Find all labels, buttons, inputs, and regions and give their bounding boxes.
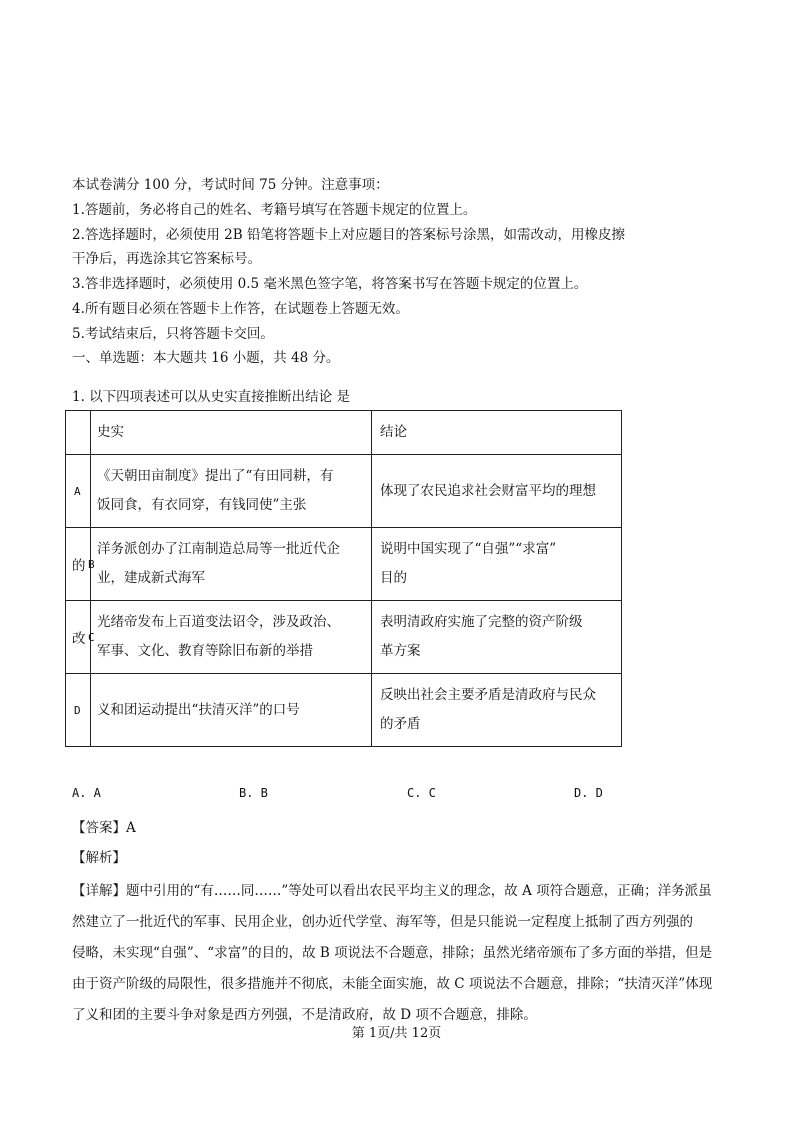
conclusion-cell: [372, 528, 622, 601]
instruction-line: 5.考试结束后，只将答题卡交回。: [72, 326, 274, 342]
header-conclusion: 结论: [372, 411, 622, 455]
analysis-label: 【解析】: [72, 850, 126, 866]
conclusion-line: 的矛盾: [380, 716, 421, 732]
fact-line: 洋务派创办了江南制造总局等一批近代企: [97, 541, 340, 557]
table-header-row: [66, 411, 622, 455]
row-label: D: [74, 704, 81, 717]
option-d[interactable]: D. D: [574, 786, 603, 800]
conclusion-cell: [372, 601, 622, 674]
fact-line: 饭同食，有衣同穿，有钱同使”主张: [97, 497, 307, 513]
detail-line: 侵略，未实现“自强”、“求富”的目的，故 B 项说法不合题意，排除；虽然光绪帝颁布了多方面的举措，但是: [72, 945, 713, 961]
fact-line: 业，建成新式海军: [97, 570, 205, 586]
conclusion-cell: [372, 674, 622, 747]
answer-options: [72, 786, 672, 804]
detail-line: 由于资产阶级的局限性，很多措施并不彻底，未能全面实施，故 C 项说法不合题意，排除；“扶清灭洋”体现: [72, 976, 713, 992]
row-label-cell: [66, 674, 91, 747]
row-label-cell: [66, 601, 95, 674]
instruction-line: 3.答非选择题时，必须使用 0.5 毫米黑色签字笔，将答案书写在答题卡规定的位置上。: [72, 276, 588, 292]
fact-line: 义和团运动提出“扶清灭洋”的口号: [97, 701, 300, 718]
detail-line: 【详解】题中引用的“有……同……”等处可以看出农民平均主义的理念，故 A 项符合题意，正确；洋务派虽: [72, 883, 712, 899]
row-label-cell: [66, 455, 91, 528]
conclusion-cell: [372, 455, 622, 528]
option-a[interactable]: A. A: [72, 786, 101, 800]
row-label: B: [88, 558, 95, 571]
instruction-line: 干净后，再选涂其它答案标号。: [72, 251, 261, 267]
option-b[interactable]: B. B: [239, 786, 268, 800]
instruction-line: 4.所有题目必须在答题卡上作答，在试题卷上答题无效。: [72, 301, 409, 317]
row-prefix: 的: [72, 558, 86, 574]
question-table: [65, 410, 622, 747]
detail-explanation: [72, 876, 762, 1031]
table-row: [66, 528, 622, 601]
instruction-line: 1.答题前，务必将自己的姓名、考籍号填写在答题卡规定的位置上。: [72, 202, 477, 218]
fact-line: 军事、文化、教育等除旧布新的举措: [97, 643, 313, 659]
fact-cell: [91, 528, 372, 601]
detail-line: 然建立了一批近代的军事、民用企业，创办近代学堂、海军等，但是只能说一定程度上抵制了西方列强的: [72, 914, 693, 930]
row-label-cell: [66, 528, 95, 601]
fact-cell: [91, 455, 372, 528]
table-row: [66, 601, 622, 674]
fact-cell: [91, 601, 372, 674]
detail-line: 了义和团的主要斗争对象是西方列强，不是清政府，故 D 项不合题意，排除。: [72, 1007, 537, 1023]
conclusion-line: 反映出社会主要矛盾是清政府与民众: [380, 687, 596, 703]
row-label: C: [88, 631, 95, 644]
question-title: 1. 以下四项表述可以从史实直接推断出结论 是: [72, 389, 350, 405]
page-footer: 第 1页/共 12页: [351, 1026, 442, 1041]
option-c[interactable]: C. C: [407, 786, 436, 800]
answer-label: 【答案】A: [72, 820, 136, 836]
fact-cell: [91, 674, 372, 747]
table-row: [66, 674, 622, 747]
table-row: [66, 455, 622, 528]
section-heading: 一、单选题：本大题共 16 小题，共 48 分。: [72, 350, 340, 366]
row-prefix: 改: [72, 631, 86, 647]
fact-line: 光绪帝发布上百道变法诏令，涉及政治、: [97, 614, 340, 630]
header-fact: 史实: [91, 411, 372, 455]
conclusion-line: 说明中国实现了“自强”“求富”: [380, 541, 557, 557]
fact-line: 《天朝田亩制度》提出了“有田同耕，有: [97, 468, 334, 484]
instruction-line: 2.答选择题时，必须使用 2B 铅笔将答题卡上对应题目的答案标号涂黑，如需改动，用橡皮擦: [72, 227, 625, 243]
conclusion-line: 目的: [380, 570, 407, 586]
conclusion-line: 体现了农民追求社会财富平均的理想: [380, 482, 596, 499]
row-label: A: [74, 485, 81, 498]
table-corner-cell: [66, 411, 91, 455]
conclusion-line: 革方案: [380, 643, 421, 659]
conclusion-line: 表明清政府实施了完整的资产阶级: [380, 614, 583, 630]
instruction-line: 本试卷满分 100 分，考试时间 75 分钟。注意事项：: [72, 177, 389, 193]
